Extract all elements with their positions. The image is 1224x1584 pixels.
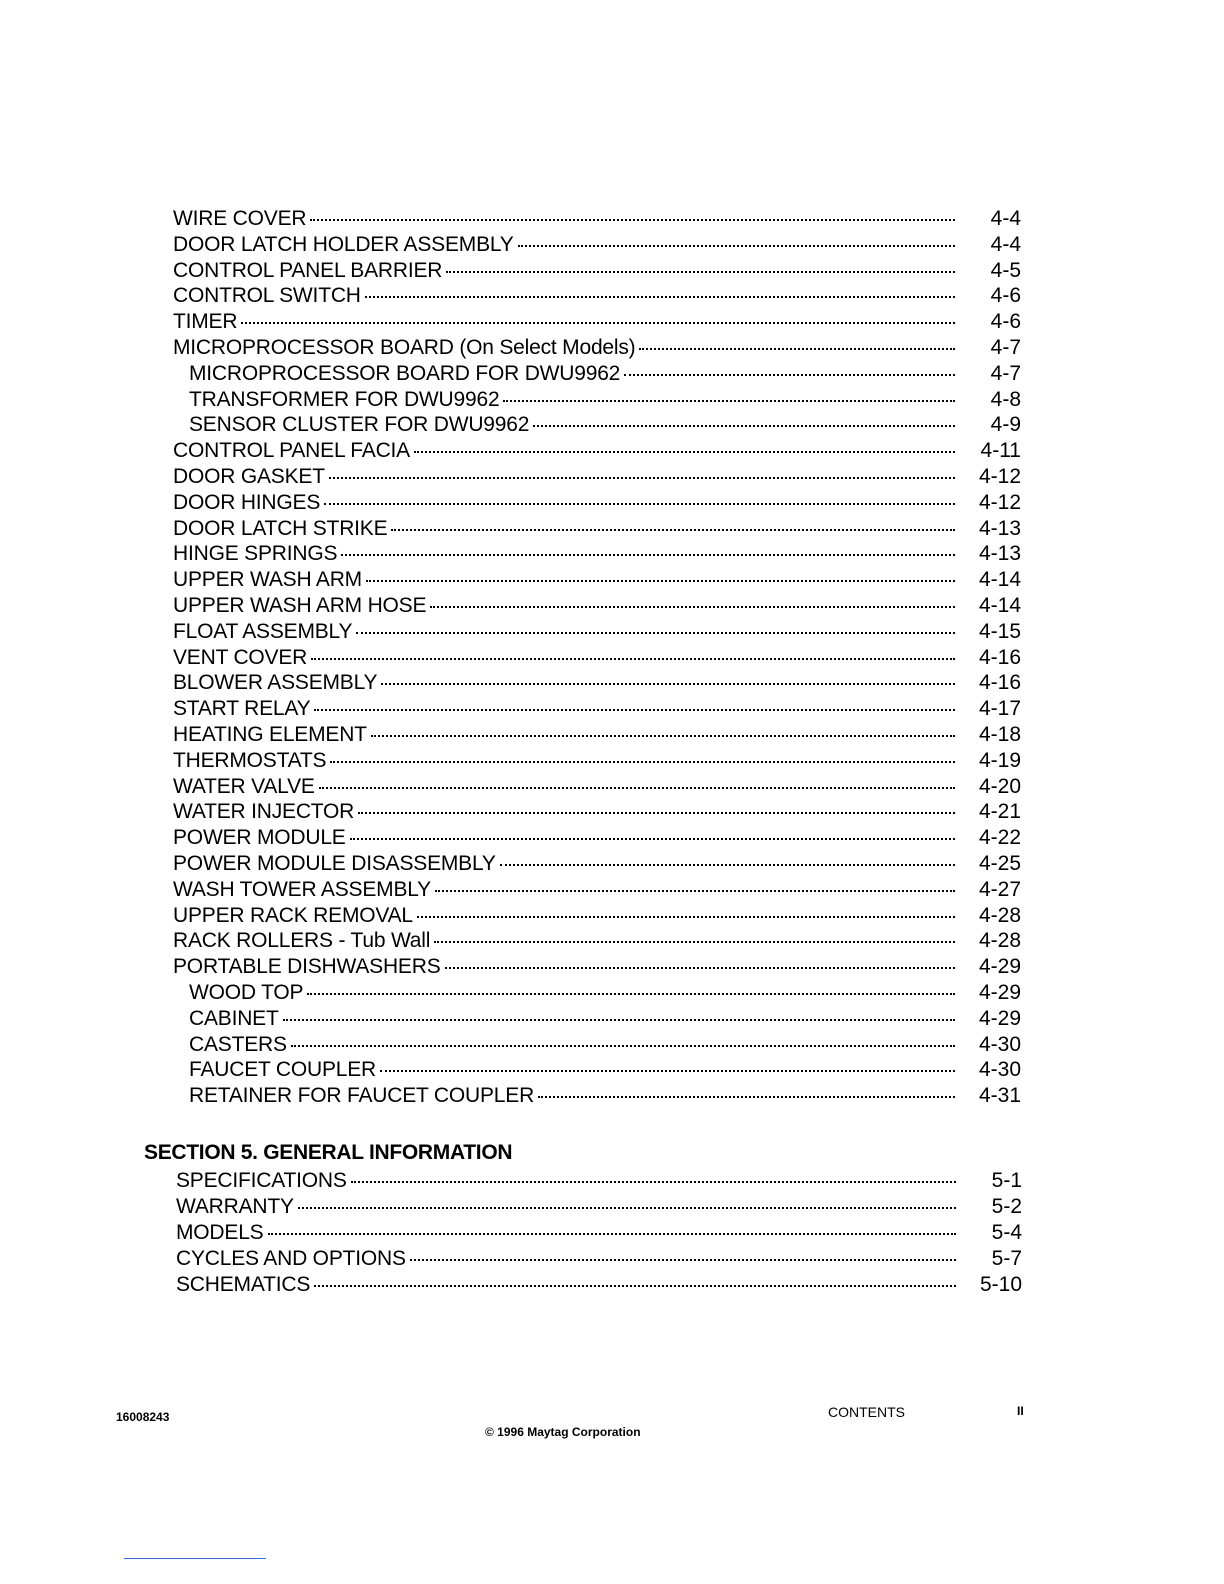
toc-entry-title: WASH TOWER ASSEMBLY: [173, 877, 431, 901]
toc-entry-title: WARRANTY: [176, 1195, 294, 1218]
toc-entry-page: 4-13: [978, 542, 1021, 566]
toc-entry-page: 4-27: [978, 877, 1021, 901]
toc-entry: [173, 361, 1025, 387]
toc-entry: [176, 1220, 1026, 1246]
toc-entry-page: 5-4: [991, 1221, 1022, 1244]
section-5-contents: [176, 1168, 1026, 1298]
toc-entry-title: DOOR LATCH STRIKE: [173, 516, 388, 540]
dot-leader: [341, 554, 955, 556]
toc-entry: [173, 928, 1025, 954]
toc-entry-page: 4-14: [978, 593, 1021, 617]
toc-entry-page: 4-6: [990, 284, 1021, 308]
toc-entry: [173, 696, 1025, 722]
toc-entry: [173, 387, 1025, 413]
toc-entry: [173, 645, 1025, 671]
dot-leader: [351, 1181, 956, 1183]
toc-entry-page: 4-9: [990, 413, 1021, 437]
dot-leader: [391, 529, 955, 531]
dot-leader: [314, 1285, 956, 1287]
dot-leader: [380, 1070, 955, 1072]
toc-entry: [173, 1057, 1025, 1083]
toc-entry-page: 4-30: [978, 1058, 1021, 1082]
toc-entry: [173, 825, 1025, 851]
dot-leader: [329, 477, 955, 479]
toc-entry-title: PORTABLE DISHWASHERS: [173, 955, 441, 979]
toc-entry: [173, 335, 1025, 361]
toc-entry: [173, 980, 1025, 1006]
toc-entry-title: CABINET: [189, 1006, 279, 1030]
copyright-notice: © 1996 Maytag Corporation: [485, 1425, 641, 1439]
toc-entry-title: SCHEMATICS: [176, 1273, 311, 1296]
toc-entry-title: CYCLES AND OPTIONS: [176, 1247, 406, 1270]
toc-entry: [173, 903, 1025, 929]
toc-entry-title: WATER VALVE: [173, 774, 315, 798]
toc-entry: [173, 619, 1025, 645]
section-heading: SECTION 5. GENERAL INFORMATION: [144, 1141, 513, 1164]
document-number: 16008243: [116, 1410, 170, 1424]
toc-entry-page: 4-17: [978, 697, 1021, 721]
toc-entry-title: WATER INJECTOR: [173, 800, 355, 824]
toc-entry-title: VENT COVER: [173, 645, 308, 669]
dot-leader: [350, 838, 955, 840]
toc-entry-title: SENSOR CLUSTER FOR DWU9962: [189, 413, 530, 437]
table-of-contents: [173, 206, 1025, 1109]
toc-entry-title: UPPER WASH ARM: [173, 568, 362, 592]
toc-entry-title: TRANSFORMER FOR DWU9962: [189, 387, 500, 411]
toc-entry-page: 4-16: [978, 645, 1021, 669]
dot-leader: [533, 425, 955, 427]
toc-entry-title: DOOR LATCH HOLDER ASSEMBLY: [173, 232, 514, 256]
toc-entry-page: 4-12: [978, 464, 1021, 488]
toc-entry-page: 4-29: [978, 955, 1021, 979]
dot-leader: [268, 1233, 957, 1235]
toc-entry-page: 4-30: [978, 1032, 1021, 1056]
toc-entry: [173, 1006, 1025, 1032]
toc-entry: [173, 851, 1025, 877]
dot-leader: [358, 812, 955, 814]
toc-entry-page: 4-11: [980, 439, 1021, 463]
toc-entry-page: 4-29: [978, 980, 1021, 1004]
toc-entry-title: FAUCET COUPLER: [189, 1058, 377, 1082]
toc-entry: [173, 309, 1025, 335]
toc-entry-title: TIMER: [173, 310, 238, 334]
toc-entry: [173, 567, 1025, 593]
toc-entry-title: POWER MODULE DISASSEMBLY: [173, 851, 496, 875]
dot-leader: [371, 735, 955, 737]
dot-leader: [241, 322, 955, 324]
toc-entry-page: 4-28: [978, 903, 1021, 927]
toc-entry-title: MICROPROCESSOR BOARD (On Select Models): [173, 335, 636, 359]
toc-entry-page: 5-1: [991, 1169, 1022, 1192]
toc-entry: [176, 1168, 1026, 1194]
dot-leader: [445, 967, 955, 969]
dot-leader: [291, 1045, 955, 1047]
dot-leader: [311, 658, 955, 660]
dot-leader: [435, 890, 955, 892]
toc-entry: [173, 516, 1025, 542]
toc-entry: [173, 490, 1025, 516]
toc-entry-page: 4-29: [978, 1006, 1021, 1030]
toc-entry-title: UPPER RACK REMOVAL: [173, 903, 413, 927]
toc-entry-page: 4-16: [978, 671, 1021, 695]
dot-leader: [319, 787, 955, 789]
dot-leader: [298, 1207, 956, 1209]
toc-entry: [173, 258, 1025, 284]
toc-entry-page: 4-18: [978, 722, 1021, 746]
toc-entry: [173, 1083, 1025, 1109]
dot-leader: [410, 1259, 956, 1261]
dot-leader: [307, 993, 955, 995]
toc-entry: [176, 1272, 1026, 1298]
dot-leader: [430, 606, 955, 608]
toc-entry-page: 4-21: [978, 800, 1021, 824]
toc-entry-title: MICROPROCESSOR BOARD FOR DWU9962: [189, 361, 621, 385]
toc-entry-page: 4-25: [978, 851, 1021, 875]
dot-leader: [365, 296, 955, 298]
dot-leader: [283, 1019, 955, 1021]
toc-entry-page: 4-12: [978, 490, 1021, 514]
toc-entry-title: WOOD TOP: [189, 980, 304, 1004]
toc-entry-page: 4-13: [978, 516, 1021, 540]
toc-entry-title: CONTROL PANEL BARRIER: [173, 258, 443, 282]
dot-leader: [310, 219, 955, 221]
toc-entry-title: RACK ROLLERS - Tub Wall: [173, 929, 431, 953]
toc-entry-page: 5-7: [991, 1247, 1022, 1270]
dot-leader: [356, 632, 955, 634]
toc-entry: [173, 593, 1025, 619]
toc-entry: [173, 232, 1025, 258]
toc-entry: [173, 1032, 1025, 1058]
toc-entry-title: CONTROL PANEL FACIA: [173, 439, 410, 463]
dot-leader: [324, 503, 955, 505]
toc-entry: [176, 1194, 1026, 1220]
toc-entry: [173, 748, 1025, 774]
toc-entry-page: 4-14: [978, 568, 1021, 592]
toc-entry-title: DOOR GASKET: [173, 464, 325, 488]
toc-entry-title: HEATING ELEMENT: [173, 722, 367, 746]
toc-entry-page: 4-15: [978, 619, 1021, 643]
dot-leader: [414, 451, 955, 453]
toc-entry: [173, 799, 1025, 825]
toc-entry-title: HINGE SPRINGS: [173, 542, 338, 566]
toc-entry-title: FLOAT ASSEMBLY: [173, 619, 353, 643]
toc-entry-page: 4-5: [990, 258, 1021, 282]
toc-entry: [173, 438, 1025, 464]
dot-leader: [434, 941, 955, 943]
bottom-rule: [124, 1558, 266, 1559]
toc-entry: [173, 954, 1025, 980]
toc-entry: [173, 206, 1025, 232]
toc-entry-title: THERMOSTATS: [173, 748, 327, 772]
toc-entry-page: 4-4: [990, 232, 1021, 256]
toc-entry: [173, 670, 1025, 696]
toc-entry: [173, 877, 1025, 903]
toc-entry: [173, 412, 1025, 438]
toc-entry-page: 4-6: [990, 310, 1021, 334]
toc-entry-page: 4-19: [978, 748, 1021, 772]
dot-leader: [330, 761, 955, 763]
footer-contents-label: CONTENTS: [828, 1404, 905, 1420]
footer-page-number: II: [1017, 1404, 1024, 1418]
toc-entry-title: SPECIFICATIONS: [176, 1169, 347, 1192]
toc-entry-title: START RELAY: [173, 697, 311, 721]
dot-leader: [639, 348, 955, 350]
toc-entry: [173, 541, 1025, 567]
dot-leader: [624, 374, 955, 376]
toc-entry-page: 4-7: [990, 335, 1021, 359]
dot-leader: [381, 683, 955, 685]
toc-entry-title: MODELS: [176, 1221, 264, 1244]
toc-entry-page: 5-2: [991, 1195, 1022, 1218]
dot-leader: [417, 916, 955, 918]
toc-entry-page: 4-8: [990, 387, 1021, 411]
toc-entry-title: UPPER WASH ARM HOSE: [173, 593, 427, 617]
toc-entry-page: 4-4: [990, 207, 1021, 230]
dot-leader: [500, 864, 955, 866]
dot-leader: [366, 580, 955, 582]
toc-entry-title: CASTERS: [189, 1032, 287, 1056]
toc-entry: [173, 283, 1025, 309]
toc-entry-page: 4-31: [978, 1084, 1021, 1108]
toc-entry-title: POWER MODULE: [173, 826, 346, 850]
dot-leader: [446, 271, 955, 273]
toc-entry: [173, 464, 1025, 490]
toc-entry: [173, 722, 1025, 748]
toc-entry-title: BLOWER ASSEMBLY: [173, 671, 378, 695]
toc-entry-page: 4-22: [978, 826, 1021, 850]
toc-entry-title: RETAINER FOR FAUCET COUPLER: [189, 1084, 535, 1108]
toc-entry-title: CONTROL SWITCH: [173, 284, 361, 308]
toc-entry-page: 4-20: [978, 774, 1021, 798]
dot-leader: [314, 709, 955, 711]
toc-entry-page: 4-7: [990, 361, 1021, 385]
toc-entry: [176, 1246, 1026, 1272]
toc-entry: [173, 774, 1025, 800]
dot-leader: [538, 1096, 955, 1098]
toc-entry-title: WIRE COVER: [173, 207, 307, 230]
toc-entry-page: 4-28: [978, 929, 1021, 953]
toc-entry-title: DOOR HINGES: [173, 490, 321, 514]
dot-leader: [518, 245, 955, 247]
dot-leader: [503, 400, 955, 402]
toc-entry-page: 5-10: [979, 1273, 1022, 1296]
